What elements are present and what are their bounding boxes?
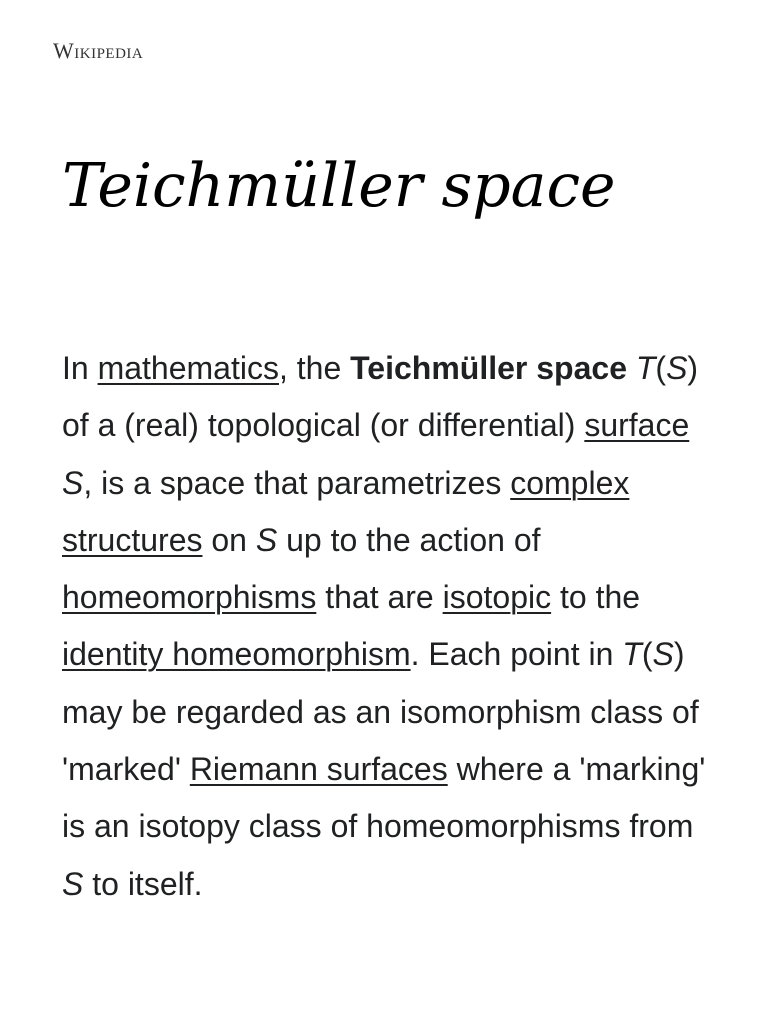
text: . Each point in (410, 636, 623, 673)
bold-term: Teichmüller space (350, 350, 627, 386)
text: ) of a (real) topological (or differential) (62, 350, 699, 444)
link-isotopic[interactable]: isotopic (442, 579, 552, 616)
link-identity-homeomorphism[interactable]: identity homeomorphism (62, 636, 411, 673)
link-mathematics[interactable]: mathematics (97, 350, 279, 386)
var-s: S (666, 350, 688, 386)
var-t: T (622, 636, 642, 673)
text: ) may be regarded as an isomorphism class of 'marked' (62, 636, 699, 788)
text: , the (278, 350, 351, 386)
text (627, 350, 636, 386)
wikipedia-wordmark[interactable]: Wikipedia (53, 38, 144, 63)
var-s: S (652, 636, 674, 673)
link-complex-structures[interactable]: complex structures (62, 464, 630, 558)
text: up to the action of (277, 521, 541, 558)
link-riemann-surfaces[interactable]: Riemann surfaces (189, 751, 448, 788)
text: , is a space that parametrizes (83, 464, 511, 501)
link-surface[interactable]: surface (584, 407, 690, 444)
var-t: T (635, 350, 656, 386)
page-title: Teichmüller space (62, 151, 616, 221)
text: In (62, 350, 98, 386)
intro-paragraph (62, 340, 722, 913)
text: to the (551, 579, 641, 616)
text: to itself. (83, 865, 203, 902)
link-homeomorphisms[interactable]: homeomorphisms (62, 579, 317, 616)
var-s: S (255, 521, 278, 558)
text: on (202, 521, 256, 558)
text: where a 'marking' is an isotopy class of homeomorphisms from (62, 751, 706, 845)
var-s: S (62, 464, 84, 501)
text: that are (316, 579, 443, 616)
text: ( (655, 350, 667, 386)
text: ( (641, 636, 653, 673)
var-s: S (62, 865, 84, 902)
